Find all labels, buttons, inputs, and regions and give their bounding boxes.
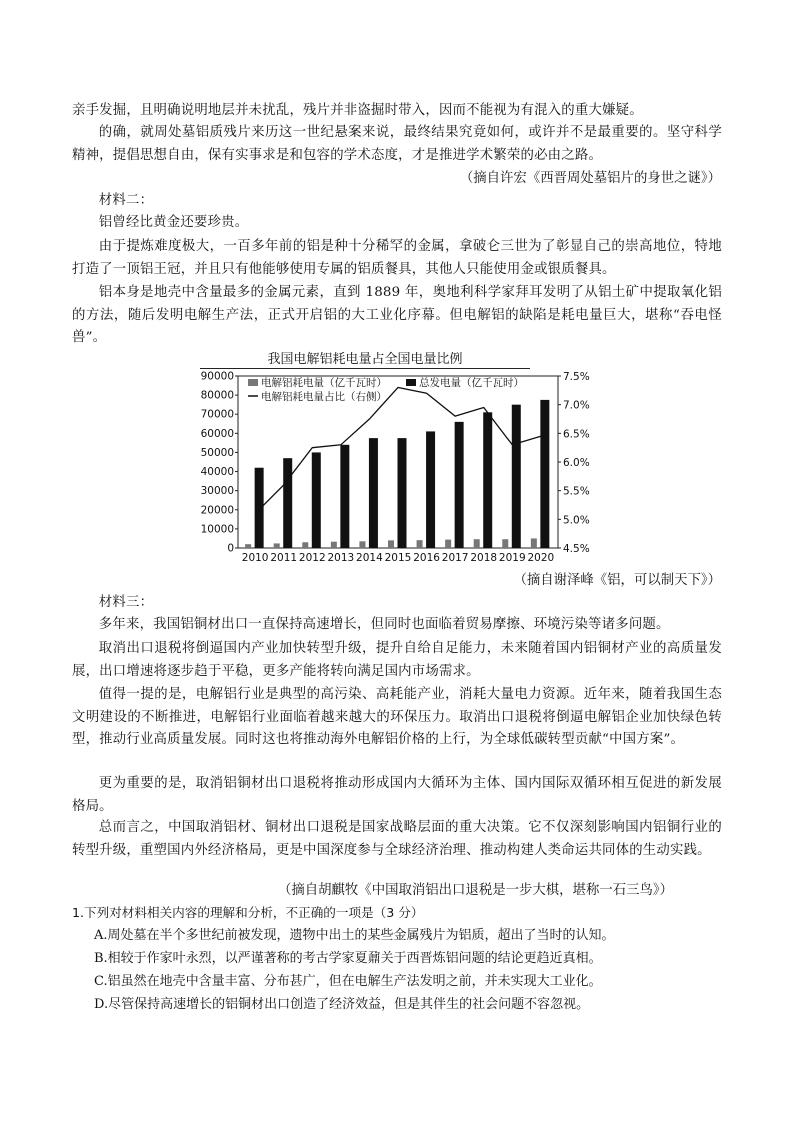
bar-total-generation	[255, 468, 264, 548]
y-left-tick-label: 50000	[200, 446, 234, 459]
question-stem: 1.下列对材料相关内容的理解和分析，不正确的一项是（3 分）	[72, 905, 424, 920]
x-tick-label: 2017	[441, 552, 469, 564]
bar-total-generation	[283, 458, 292, 548]
y-left-tick-label: 90000	[200, 370, 234, 383]
legend-label: 电解铝耗电量占比（右侧）	[261, 391, 387, 403]
y-left-tick-label: 60000	[200, 427, 234, 440]
bar-total-generation	[540, 400, 549, 548]
y-left-tick-label: 10000	[200, 523, 234, 536]
paragraph: 值得一提的是，电解铝行业是典型的高污染、高耗能产业，消耗大量电力资源。近年来，随着我国生态文明建设的不断推进，电解铝行业面临着越来越大的环保压力。取消出口退税将倒逼电解铝企业加快绿色转型，推动行业高质量发展。同时这也将推动海外电解铝价格的上行，为全球低碳转型贡献“中国方案”。	[72, 687, 722, 747]
y-right-tick-label: 6.5%	[563, 428, 590, 441]
bar-total-generation	[512, 405, 521, 548]
bar-aluminum-consumption	[274, 543, 280, 548]
legend-swatch	[406, 379, 416, 386]
bar-aluminum-consumption	[245, 544, 251, 548]
material-label: 材料二：	[98, 193, 154, 208]
bar-total-generation	[455, 422, 464, 548]
legend-label: 总发电量（亿千瓦时）	[419, 377, 524, 389]
option-d: D.尽管保持高速增长的铝铜材出口创造了经济效益，但是其伴生的社会问题不容忽视。	[94, 997, 590, 1012]
bar-aluminum-consumption	[502, 539, 508, 548]
y-right-tick-label: 6.0%	[563, 457, 590, 469]
paragraph: 总而言之，中国取消铝材、铜材出口退税是国家战略层面的重大决策。它不仅深刻影响国内铝铜行业的转型升级，重塑国内外经济格局，更是中国深度参与全球经济治理、推动构建人类命运共同体的生动实践。	[72, 820, 722, 858]
material-label: 材料三：	[98, 595, 154, 610]
bar-aluminum-consumption	[359, 541, 365, 548]
chart-svg	[200, 366, 600, 571]
x-tick-label: 2013	[327, 552, 355, 564]
paragraph: 更为重要的是，取消铝铜材出口退税将推动形成国内大循环为主体、国内国际双循环相互促进的新发展格局。	[72, 776, 722, 814]
y-right-tick-label: 7.5%	[563, 371, 590, 383]
x-tick-label: 2019	[498, 552, 526, 564]
paragraph: 铝曾经比黄金还要珍贵。	[98, 215, 249, 230]
y-left-tick-label: 20000	[200, 504, 234, 517]
paragraph: 由于提炼难度极大，一百多年前的铝是种十分稀罕的金属，拿破仑三世为了彰显自己的崇高地位，特地打造了一顶铝王冠，并且只有他能够使用专属的铝质餐具，其他人只能使用金或银质餐具。	[72, 239, 722, 277]
y-left-tick-label: 30000	[200, 485, 234, 498]
paragraph: 铝本身是地壳中含量最多的金属元素，直到 1889 年，奥地利科学家拜耳发明了从铝土矿中提取氧化铝的方法，随后发明电解生产法，正式开启铝的大工业化序幕。但电解铝的缺陷是耗电量巨大，堪称“吞电怪兽”。	[72, 285, 722, 345]
bar-aluminum-consumption	[445, 540, 451, 548]
legend-swatch	[248, 379, 258, 386]
x-tick-label: 2018	[470, 552, 498, 564]
bar-total-generation	[483, 412, 492, 548]
y-right-tick-label: 5.5%	[563, 485, 590, 498]
bar-aluminum-consumption	[331, 542, 337, 548]
source-citation: （摘自许宏《西晋周处墓铝片的身世之谜》）	[459, 171, 721, 186]
option-c: C.铝虽然在地壳中含量丰富、分布甚广，但在电解生产法发明之前，并未实现大工业化。	[94, 974, 602, 989]
bar-aluminum-consumption	[531, 538, 537, 548]
y-left-tick-label: 80000	[200, 389, 234, 402]
x-tick-label: 2010	[241, 552, 269, 564]
bar-total-generation	[340, 445, 349, 548]
source-citation: （摘自谢泽峰《铝，可以制天下》）	[513, 573, 721, 588]
y-right-tick-label: 7.0%	[563, 399, 590, 412]
x-tick-label: 2012	[298, 552, 326, 564]
y-right-tick-label: 5.0%	[563, 514, 590, 527]
bar-aluminum-consumption	[417, 540, 423, 548]
x-tick-label: 2015	[384, 552, 412, 564]
paragraph: 取消出口退税将倒逼国内产业加快转型升级，提升自给自足能力，未来随着国内铝铜材产业的高质量发展，出口增速将逐步趋于平稳，更多产能将转向满足国内市场需求。	[72, 641, 722, 679]
y-right-tick-label: 4.5%	[563, 543, 590, 555]
source-citation: （摘自胡麒牧《中国取消铝出口退税是一步大棋，堪称一石三鸟》）	[277, 883, 673, 898]
bar-total-generation	[369, 438, 378, 548]
bar-total-generation	[426, 431, 435, 548]
paragraph: 的确，就周处墓铝质残片来历这一世纪悬案来说，最终结果究竟如何，或许并不是最重要的。坚守科学精神，提倡思想自由，保有实事求是和包容的学术态度，才是推进学术繁荣的必由之路。	[72, 125, 722, 163]
bar-total-generation	[312, 452, 321, 548]
power-consumption-chart	[200, 348, 600, 570]
legend-label: 电解铝耗电量（亿千瓦时）	[261, 377, 387, 389]
x-tick-label: 2014	[356, 552, 383, 564]
option-b: B.相较于作家叶永烈，以严谨著称的考古学家夏鼐关于西晋炼铝问题的结论更趋近真相。	[94, 951, 602, 966]
paragraph: 多年来，我国铝铜材出口一直保持高速增长，但同时也面临着贸易摩擦、环境污染等诸多问题。	[98, 617, 670, 632]
x-tick-label: 2011	[270, 552, 298, 564]
bar-aluminum-consumption	[388, 540, 394, 548]
option-a: A.周处墓在半个多世纪前被发现，遗物中出土的某些金属残片为铝质，超出了当时的认知。	[94, 928, 615, 943]
bar-aluminum-consumption	[474, 539, 480, 548]
bar-total-generation	[398, 438, 407, 548]
x-tick-label: 2016	[413, 552, 440, 564]
paragraph: 亲手发掘，且明确说明地层并未扰乱，残片并非盗掘时带入，因而不能视为有混入的重大嫌疑。	[72, 103, 643, 118]
chart-title: 我国电解铝耗电量占全国电量比例	[200, 348, 530, 369]
y-left-tick-label: 40000	[200, 466, 234, 479]
bar-aluminum-consumption	[302, 542, 308, 548]
y-left-tick-label: 0	[227, 542, 234, 555]
y-left-tick-label: 70000	[200, 408, 234, 421]
x-tick-label: 2020	[527, 552, 555, 564]
